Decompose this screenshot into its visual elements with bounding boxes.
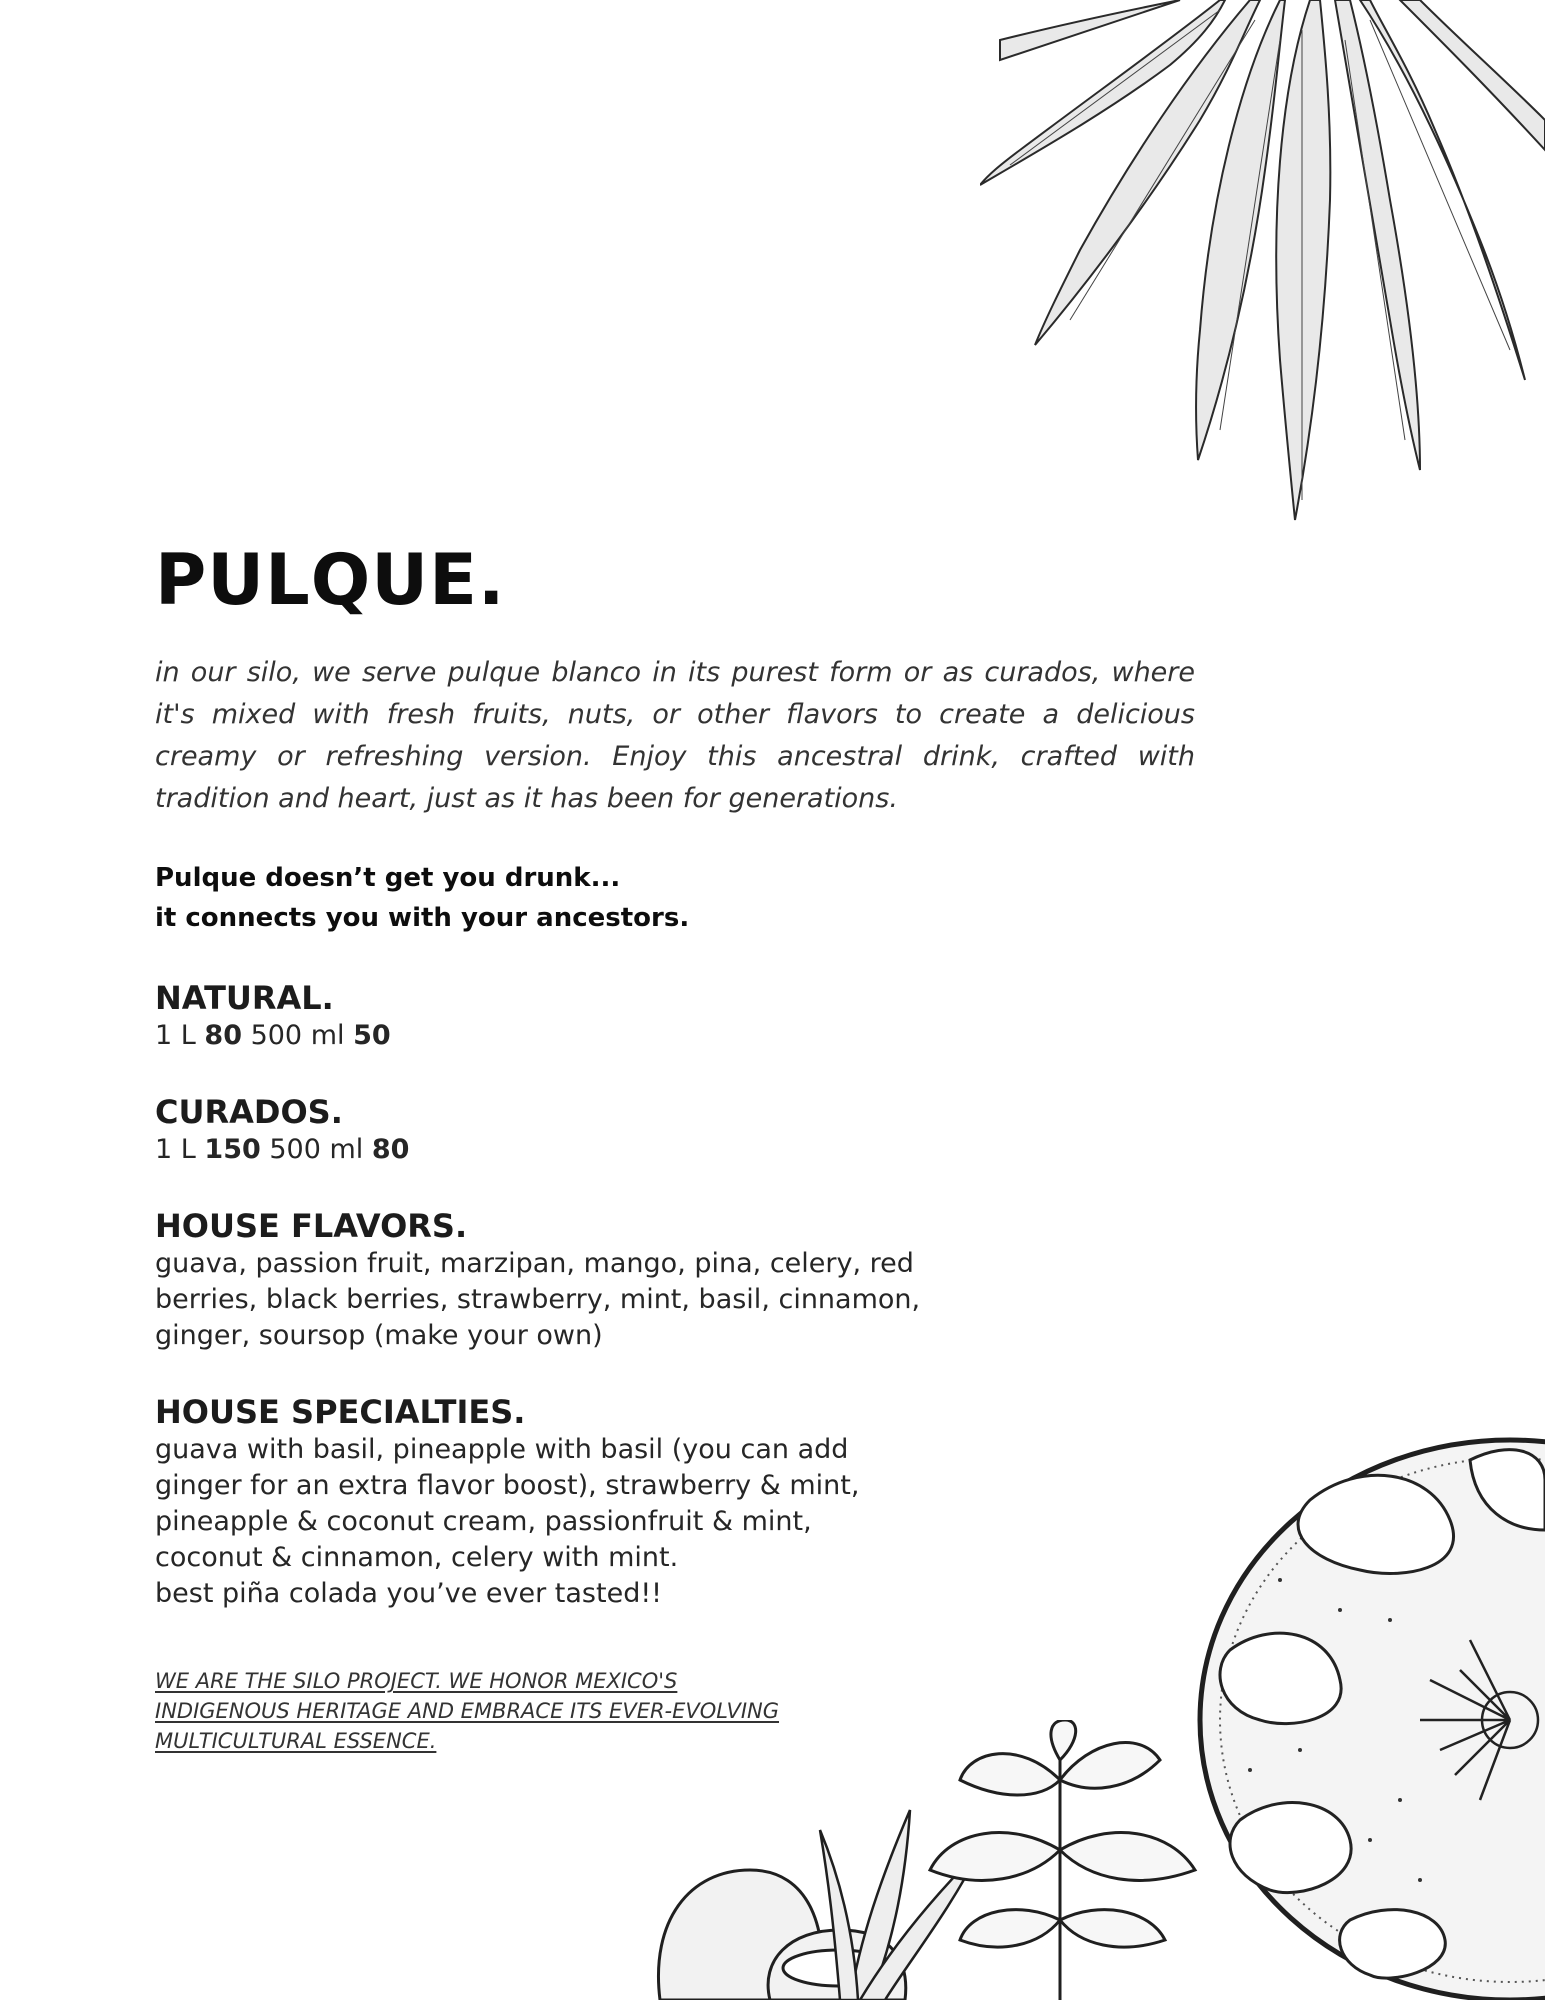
flavors-line: berries, black berries, strawberry, mint, basil, cinnamon, [155, 1284, 921, 1315]
footer-line: WE ARE THE SILO PROJECT. WE HONOR MEXICO'S [155, 1669, 678, 1693]
specialties-line: pineapple & coconut cream, passionfruit & mint, [155, 1506, 812, 1537]
natural-section [155, 978, 1055, 1054]
curados-prices [155, 1132, 1055, 1168]
specialties-line: ginger for an extra flavor boost), strawberry & mint, [155, 1470, 860, 1501]
tagline [155, 858, 689, 938]
house-specialties-section [155, 1392, 1055, 1612]
curados-section [155, 1092, 1055, 1168]
specialties-line: guava with basil, pineapple with basil (you can add [155, 1434, 849, 1465]
coconut-palm-basil-illustration [640, 1720, 1200, 2000]
tagline-line: Pulque doesn’t get you drunk... [155, 863, 621, 893]
price-value: 80 [371, 1134, 410, 1165]
price-value: 50 [353, 1020, 391, 1051]
footer-line: INDIGENOUS HERITAGE AND EMBRACE ITS EVER-EVOLVING [155, 1699, 780, 1723]
natural-heading: NATURAL. [155, 979, 334, 1017]
size-label: 500 ml [269, 1134, 364, 1165]
house-specialties-list [155, 1432, 1055, 1612]
house-flavors-list [155, 1246, 1055, 1354]
tagline-line: it connects you with your ancestors. [155, 903, 690, 933]
size-label: 500 ml [250, 1020, 345, 1051]
flavors-line: ginger, soursop (make your own) [155, 1320, 603, 1351]
footer-statement [155, 1666, 875, 1756]
price-value: 150 [204, 1134, 261, 1165]
curados-heading: CURADOS. [155, 1093, 343, 1131]
size-label: 1 L [155, 1134, 196, 1165]
flavors-line: guava, passion fruit, marzipan, mango, pina, celery, red [155, 1248, 914, 1279]
fruit-cross-section-illustration [1190, 1420, 1545, 2000]
intro-paragraph: in our silo, we serve pulque blanco in its purest form or as curados, where it's mixed with fresh fruits, nuts, or other flavors to create a delicious creamy or refreshing version. Enjoy this ancestral drink, crafted with tradition and heart, just as it has been for generations. [155, 657, 1195, 814]
size-label: 1 L [155, 1020, 196, 1051]
price-value: 80 [204, 1020, 242, 1051]
specialties-line: coconut & cinnamon, celery with mint. [155, 1542, 679, 1573]
house-flavors-section [155, 1206, 1055, 1354]
house-flavors-heading: HOUSE FLAVORS. [155, 1207, 468, 1245]
footer-line: MULTICULTURAL ESSENCE. [155, 1729, 437, 1753]
natural-prices [155, 1018, 1055, 1054]
house-specialties-heading: HOUSE SPECIALTIES. [155, 1393, 526, 1431]
agave-illustration [980, 0, 1545, 540]
specialties-line: best piña colada you’ve ever tasted!! [155, 1578, 662, 1609]
page-title: PULQUE. [155, 539, 506, 621]
